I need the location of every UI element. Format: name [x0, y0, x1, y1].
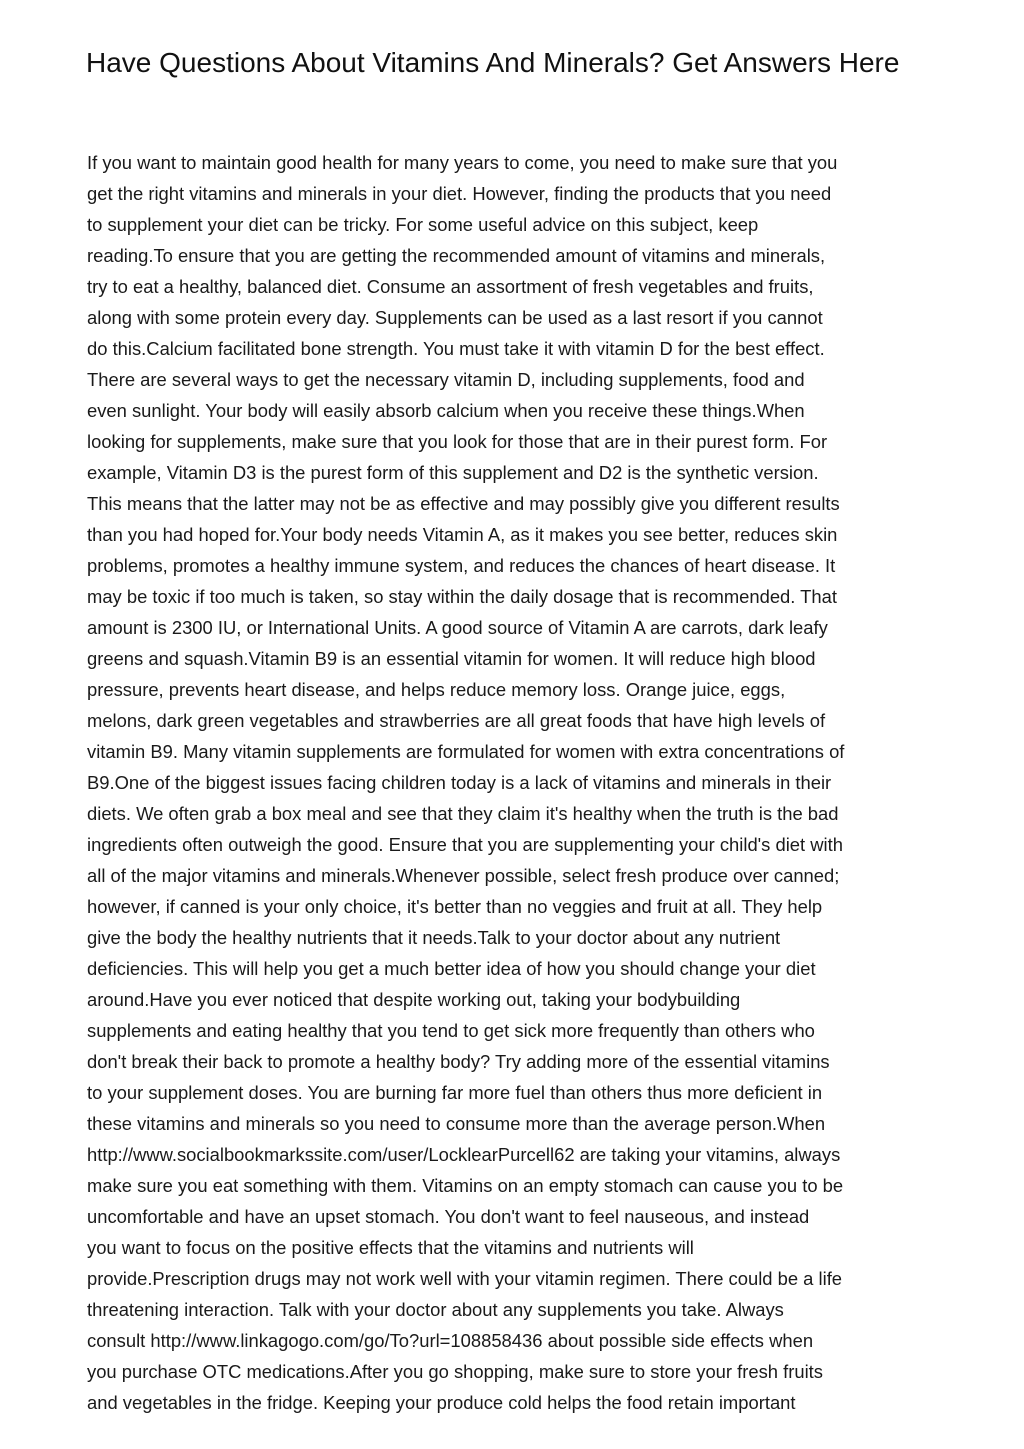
body-text-line: to supplement your diet can be tricky. For some useful advice on this subject, keep	[87, 214, 759, 235]
body-text-line: looking for supplements, make sure that you look for those that are in their purest form. For	[87, 431, 828, 452]
body-text-line: all of the major vitamins and minerals.Whenever possible, select fresh produce over canned;	[87, 865, 840, 886]
body-text-line: amount is 2300 IU, or International Units. A good source of Vitamin A are carrots, dark leafy	[87, 617, 828, 638]
body-text-line: along with some protein every day. Supplements can be used as a last resort if you cannot	[87, 307, 823, 328]
body-text-line: even sunlight. Your body will easily absorb calcium when you receive these things.When	[87, 400, 805, 421]
body-text-line: to your supplement doses. You are burning far more fuel than others thus more deficient in	[87, 1082, 823, 1103]
body-text-line: give the body the healthy nutrients that it needs.Talk to your doctor about any nutrient	[87, 927, 781, 948]
body-text-line: you purchase OTC medications.After you go shopping, make sure to store your fresh fruits	[87, 1361, 823, 1382]
body-text-line: and vegetables in the fridge. Keeping your produce cold helps the food retain important	[87, 1392, 796, 1413]
article-body	[87, 147, 947, 1418]
body-text-line: try to eat a healthy, balanced diet. Consume an assortment of fresh vegetables and fruits,	[87, 276, 814, 297]
body-text-line: make sure you eat something with them. Vitamins on an empty stomach can cause you to be	[87, 1175, 844, 1196]
body-text-line: these vitamins and minerals so you need to consume more than the average person.When	[87, 1113, 826, 1134]
body-text-line: deficiencies. This will help you get a much better idea of how you should change your diet	[87, 958, 816, 979]
body-text-line: reading.To ensure that you are getting the recommended amount of vitamins and minerals,	[87, 245, 826, 266]
body-text-line: however, if canned is your only choice, it's better than no veggies and fruit at all. They help	[87, 896, 823, 917]
body-text-line: diets. We often grab a box meal and see that they claim it's healthy when the truth is the bad	[87, 803, 839, 824]
body-text-line: greens and squash.Vitamin B9 is an essential vitamin for women. It will reduce high blood	[87, 648, 816, 669]
body-text-line: B9.One of the biggest issues facing children today is a lack of vitamins and minerals in their	[87, 772, 832, 793]
body-text-line: consult http://www.linkagogo.com/go/To?url=108858436 about possible side effects when	[87, 1330, 814, 1351]
body-text-line: problems, promotes a healthy immune system, and reduces the chances of heart disease. It	[87, 555, 836, 576]
body-text-line: threatening interaction. Talk with your doctor about any supplements you take. Always	[87, 1299, 784, 1320]
body-text-line: than you had hoped for.Your body needs Vitamin A, as it makes you see better, reduces skin	[87, 524, 838, 545]
body-text-line: pressure, prevents heart disease, and helps reduce memory loss. Orange juice, eggs,	[87, 679, 786, 700]
body-text-line: ingredients often outweigh the good. Ensure that you are supplementing your child's diet with	[87, 834, 843, 855]
body-text-line: If you want to maintain good health for many years to come, you need to make sure that you	[87, 152, 838, 173]
body-text-line: supplements and eating healthy that you tend to get sick more frequently than others who	[87, 1020, 815, 1041]
body-text-line: This means that the latter may not be as effective and may possibly give you different results	[87, 493, 840, 514]
body-text-line: may be toxic if too much is taken, so stay within the daily dosage that is recommended. That	[87, 586, 837, 607]
body-text-line: around.Have you ever noticed that despite working out, taking your bodybuilding	[87, 989, 741, 1010]
body-text-line: you want to focus on the positive effects that the vitamins and nutrients will	[87, 1237, 694, 1258]
body-text-line: http://www.socialbookmarkssite.com/user/LocklearPurcell62 are taking your vitamins, always	[87, 1144, 841, 1165]
body-text-line: don't break their back to promote a healthy body? Try adding more of the essential vitamins	[87, 1051, 830, 1072]
body-text-line: melons, dark green vegetables and strawberries are all great foods that have high levels of	[87, 710, 826, 731]
body-text-line: provide.Prescription drugs may not work well with your vitamin regimen. There could be a life	[87, 1268, 843, 1289]
body-text-line: do this.Calcium facilitated bone strength. You must take it with vitamin D for the best effect.	[87, 338, 825, 359]
body-text-line: uncomfortable and have an upset stomach. You don't want to feel nauseous, and instead	[87, 1206, 810, 1227]
body-text-line: get the right vitamins and minerals in your diet. However, finding the products that you need	[87, 183, 832, 204]
body-text-line: vitamin B9. Many vitamin supplements are formulated for women with extra concentrations of	[87, 741, 845, 762]
body-text-line: There are several ways to get the necessary vitamin D, including supplements, food and	[87, 369, 805, 390]
document-title: Have Questions About Vitamins And Minerals? Get Answers Here	[86, 47, 900, 78]
body-text-line: example, Vitamin D3 is the purest form of this supplement and D2 is the synthetic version.	[87, 462, 819, 483]
